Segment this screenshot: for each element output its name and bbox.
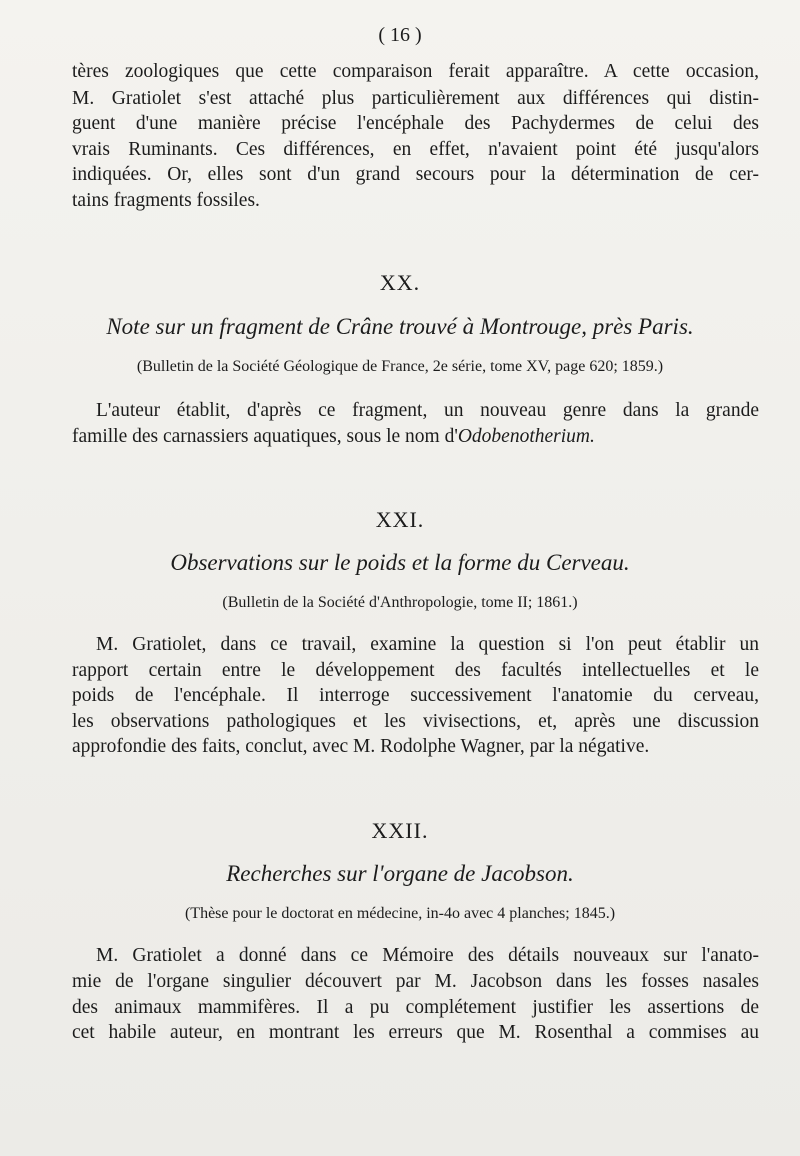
section-heading-xx: XX.	[379, 270, 421, 295]
text-line-last	[72, 425, 759, 449]
section-title-xxi: Observations sur le poids et la forme du Cerveau.	[170, 550, 630, 575]
text-line: des animaux mammifères. Il a pu complétement justifier les assertions de	[72, 997, 759, 1018]
section-title-xxii: Recherches sur l'organe de Jacobson.	[226, 861, 574, 886]
page-number: ( 16 )	[378, 24, 422, 46]
section-heading-xxi: XXI.	[375, 507, 425, 532]
text-line: approfondie des faits, conclut, avec M. Rodolphe Wagner, par la négative.	[72, 736, 650, 757]
text-line: vrais Ruminants. Ces différences, en effet, n'avaient point été jusqu'alors	[72, 139, 759, 160]
text-line: indiquées. Or, elles sont d'un grand secours pour la détermination de cer-	[72, 164, 759, 185]
genus-name: Odobenotherium.	[457, 426, 595, 447]
text-line: rapport certain entre le développement des facultés intellectuelles et le	[72, 660, 759, 681]
section-reference-xx: (Bulletin de la Société Géologique de France, 2e série, tome XV, page 620; 1859.)	[136, 358, 664, 375]
section-title-xx: Note sur un fragment de Crâne trouvé à Montrouge, près Paris.	[106, 314, 694, 339]
text-line-prefix: famille des carnassiers aquatiques, sous le nom d'	[72, 426, 458, 447]
text-line: cet habile auteur, en montrant les erreurs que M. Rosenthal a commises au	[72, 1022, 759, 1043]
text-line: tères zoologiques que cette comparaison ferait apparaître. A cette occasion,	[72, 61, 759, 82]
text-line: les observations pathologiques et les vivisections, et, après une discussion	[72, 711, 759, 732]
text-line: tains fragments fossiles.	[72, 190, 260, 211]
section-reference-xxi: (Bulletin de la Société d'Anthropologie, tome II; 1861.)	[222, 594, 578, 611]
text-line: M. Gratiolet, dans ce travail, examine la question si l'on peut établir un	[96, 634, 759, 655]
section-reference-xxii: (Thèse pour le doctorat en médecine, in-4o avec 4 planches; 1845.)	[184, 905, 616, 922]
section-heading-xxii: XXII.	[371, 818, 429, 843]
text-line: M. Gratiolet a donné dans ce Mémoire des détails nouveaux sur l'anato-	[96, 945, 759, 966]
text-line: M. Gratiolet s'est attaché plus particulièrement aux différences qui distin-	[72, 88, 759, 109]
text-line: mie de l'organe singulier découvert par M. Jacobson dans les fosses nasales	[72, 971, 759, 992]
text-line: L'auteur établit, d'après ce fragment, un nouveau genre dans la grande	[96, 400, 759, 421]
text-line: guent d'une manière précise l'encéphale des Pachydermes de celui des	[72, 113, 759, 134]
text-line: poids de l'encéphale. Il interroge successivement l'anatomie du cerveau,	[72, 685, 759, 706]
